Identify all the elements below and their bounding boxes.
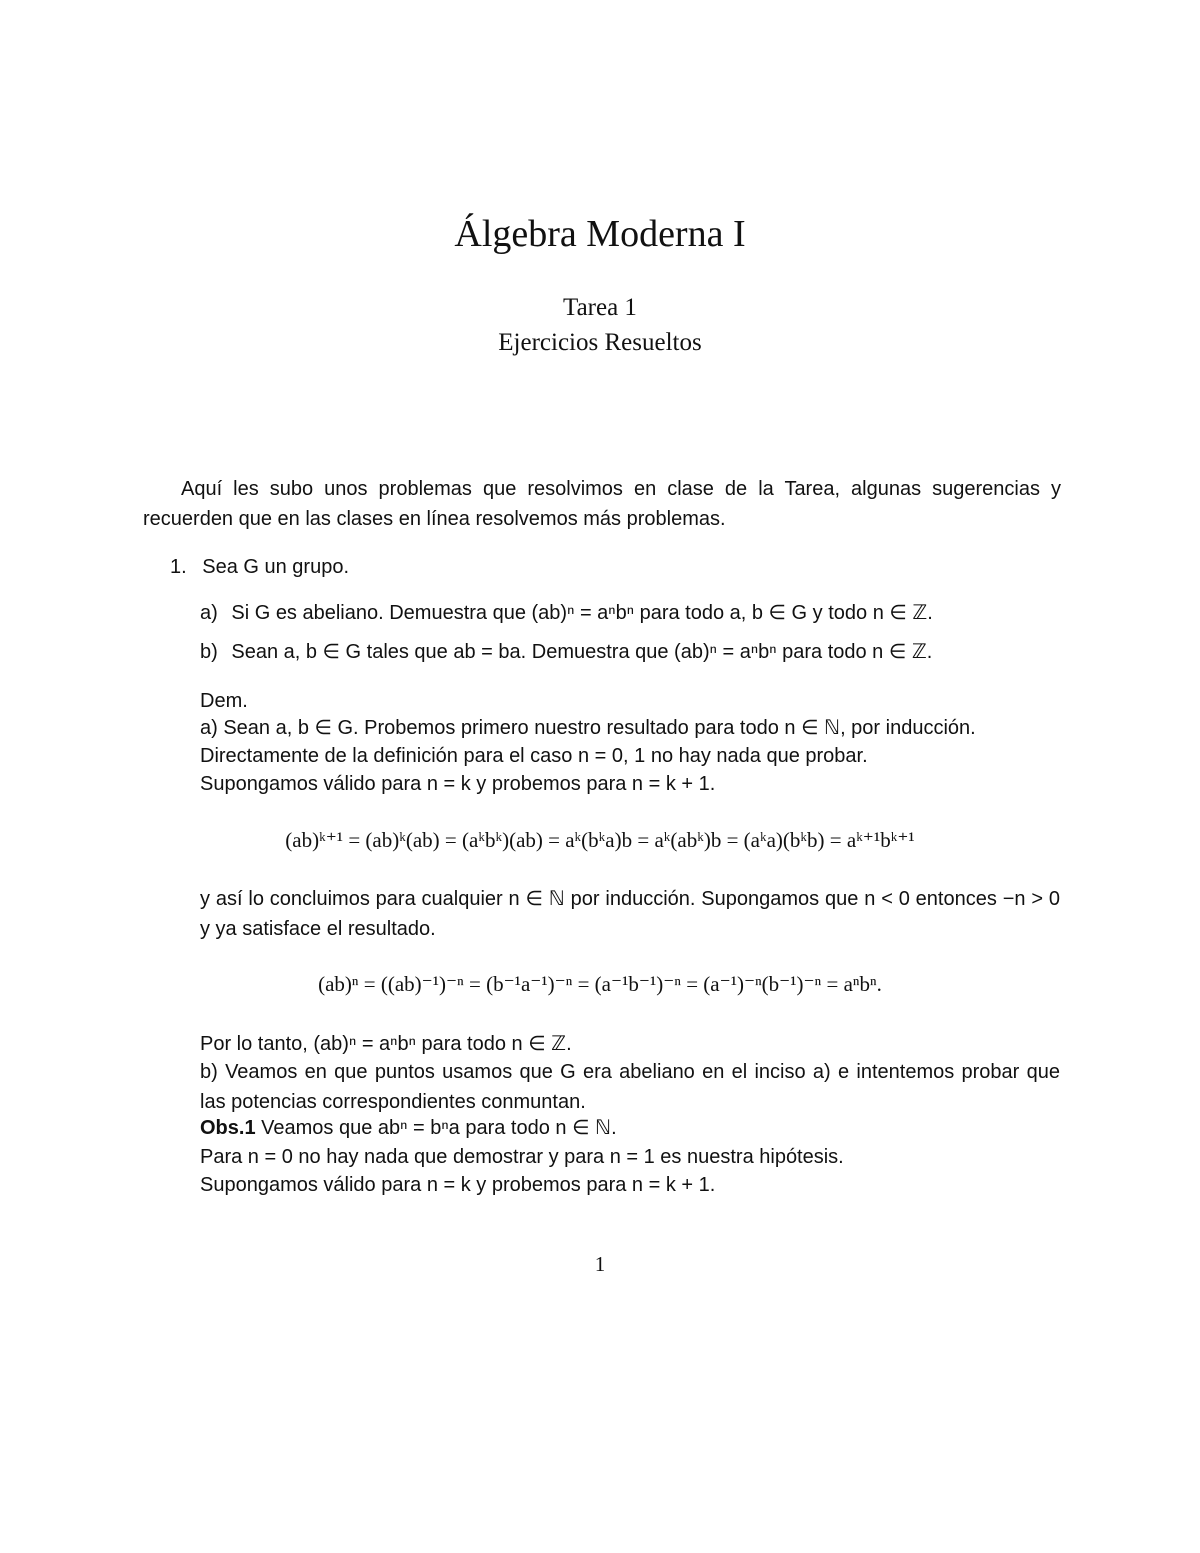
proof-line: Para n = 0 no hay nada que demostrar y para n = 1 es nuestra hipótesis. xyxy=(200,1146,844,1168)
part-a-text: Si G es abeliano. Demuestra que (ab)ⁿ = aⁿbⁿ para todo a, b ∈ G y todo n ∈ ℤ. xyxy=(231,602,933,624)
document-subtitle-2: Ejercicios Resueltos xyxy=(498,329,702,356)
proof-line: Directamente de la definición para el caso n = 0, 1 no hay nada que probar. xyxy=(200,745,868,767)
problem-number: 1. xyxy=(170,556,187,578)
part-a xyxy=(200,598,933,628)
dem-label: Dem. xyxy=(200,690,248,712)
observation-label: Obs.1 xyxy=(200,1117,256,1139)
part-b-text: Sean a, b ∈ G tales que ab = ba. Demuestra que (ab)ⁿ = aⁿbⁿ para todo n ∈ ℤ. xyxy=(231,641,933,663)
proof-line: Supongamos válido para n = k y probemos para n = k + 1. xyxy=(200,1174,716,1196)
document-title: Álgebra Moderna I xyxy=(454,213,746,255)
observation-text: Veamos que abⁿ = bⁿa para todo n ∈ ℕ. xyxy=(261,1117,617,1139)
problem-statement: Sea G un grupo. xyxy=(202,556,350,578)
document-subtitle: Tarea 1 xyxy=(563,294,637,321)
part-b-paragraph: b) Veamos en que puntos usamos que G era abeliano en el inciso a) e intentemos probar que las potencias correspondientes conmuntan. xyxy=(200,1061,1060,1113)
problem-1 xyxy=(170,552,349,582)
part-a-label: a) xyxy=(200,602,218,624)
part-b xyxy=(200,637,932,667)
intro-paragraph xyxy=(143,474,1061,534)
display-equation-1: (ab)ᵏ⁺¹ = (ab)ᵏ(ab) = (aᵏbᵏ)(ab) = aᵏ(bᵏa)b = aᵏ(abᵏ)b = (aᵏa)(bᵏb) = aᵏ⁺¹bᵏ⁺¹ xyxy=(285,828,915,852)
display-equation-2: (ab)ⁿ = ((ab)⁻¹)⁻ⁿ = (b⁻¹a⁻¹)⁻ⁿ = (a⁻¹b⁻¹)⁻ⁿ = (a⁻¹)⁻ⁿ(b⁻¹)⁻ⁿ = aⁿbⁿ. xyxy=(318,972,882,996)
proof-paragraph-2: y así lo concluimos para cualquier n ∈ ℕ por inducción. Supongamos que n < 0 entonces −n > 0 y ya satisface el resultado. xyxy=(200,888,1060,940)
intro-text: Aquí les subo unos problemas que resolvimos en clase de la Tarea, algunas sugerencias y recuerden que en las clases en línea resolvemos más problemas. xyxy=(143,478,1061,530)
proof-line: a) Sean a, b ∈ G. Probemos primero nuestro resultado para todo n ∈ ℕ, por inducción. xyxy=(200,717,976,739)
page-number: 1 xyxy=(594,1252,606,1276)
part-b-label: b) xyxy=(200,641,218,663)
observation-1 xyxy=(200,1113,617,1143)
proof-conclusion: Por lo tanto, (ab)ⁿ = aⁿbⁿ para todo n ∈ ℤ. xyxy=(200,1033,572,1055)
proof-line: Supongamos válido para n = k y probemos para n = k + 1. xyxy=(200,773,716,795)
